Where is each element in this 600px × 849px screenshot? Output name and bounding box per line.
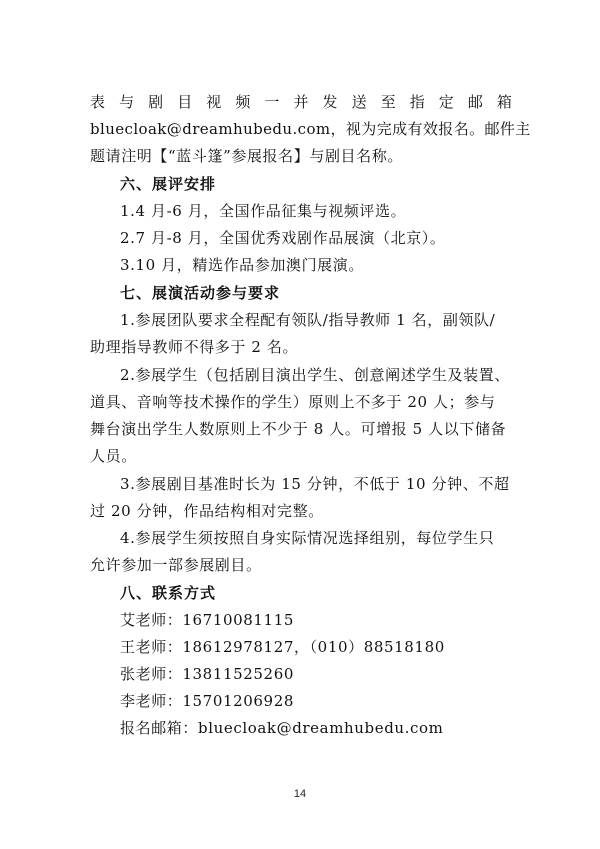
char: 定 [438,93,454,111]
contact-line-4: 李老师：15701206928 [120,692,294,710]
section-6-item-2: 2.7 月-8 月，全国优秀戏剧作品展演（北京）。 [120,229,446,247]
section-7-heading: 七、展演活动参与要求 [120,284,281,302]
section-7-item-2-line-2: 道具、音响等技术操作的学生）原则上不多于 20 人；参与 [90,393,496,411]
char: 发 [322,93,338,111]
section-7-item-3-line-2: 过 20 分钟，作品结构相对完整。 [90,502,324,520]
text-line-3: 题请注明【“蓝斗篷”参展报名】与剧目名称。 [90,147,403,165]
section-7-item-2-line-1: 2.参展学生（包括剧目演出学生、创意阐述学生及装置、 [120,366,510,384]
section-6-item-1: 1.4 月-6 月，全国作品征集与视频评选。 [120,202,407,220]
char: 一 [264,93,280,111]
char: 并 [293,93,309,111]
char: 表 [90,93,106,111]
char: 送 [351,93,367,111]
char: 指 [409,93,425,111]
section-8-heading: 八、联系方式 [120,584,217,602]
char: 邮 [467,93,483,111]
text-line-2: bluecloak@dreamhubedu.com，视为完成有效报名。邮件主 [90,120,531,138]
page-number: 14 [293,788,307,800]
section-7-item-3-line-1: 3.参展剧目基准时长为 15 分钟，不低于 10 分钟、不超 [120,475,510,493]
section-7-item-1-line-2: 助理指导教师不得多于 2 名。 [90,338,299,356]
section-7-item-4-line-1: 4.参展学生须按照自身实际情况选择组别，每位学生只 [120,529,495,547]
section-6-item-3: 3.10 月，精选作品参加澳门展演。 [120,256,364,274]
section-7-item-4-line-2: 允许参加一部参展剧目。 [90,556,262,574]
contact-line-1: 艾老师：16710081115 [120,611,294,629]
section-6-heading: 六、展评安排 [120,175,217,193]
char: 目 [177,93,193,111]
char: 视 [206,93,222,111]
contact-line-3: 张老师：13811525260 [120,665,294,683]
section-7-item-2-line-4: 人员。 [90,447,137,465]
section-7-item-1-line-1: 1.参展团队要求全程配有领队/指导教师 1 名，副领队/ [120,311,496,329]
section-7-item-2-line-3: 舞台演出学生人数原则上不少于 8 人。可增报 5 人以下储备 [90,420,507,438]
contact-line-5: 报名邮箱：bluecloak@dreamhubedu.com [120,719,444,737]
char: 箱 [496,93,512,111]
char: 剧 [148,93,164,111]
char: 频 [235,93,251,111]
char: 至 [380,93,396,111]
contact-line-2: 王老师：18612978127，（010）88518180 [120,638,445,656]
text-line-1 [90,92,512,112]
char: 与 [119,93,135,111]
